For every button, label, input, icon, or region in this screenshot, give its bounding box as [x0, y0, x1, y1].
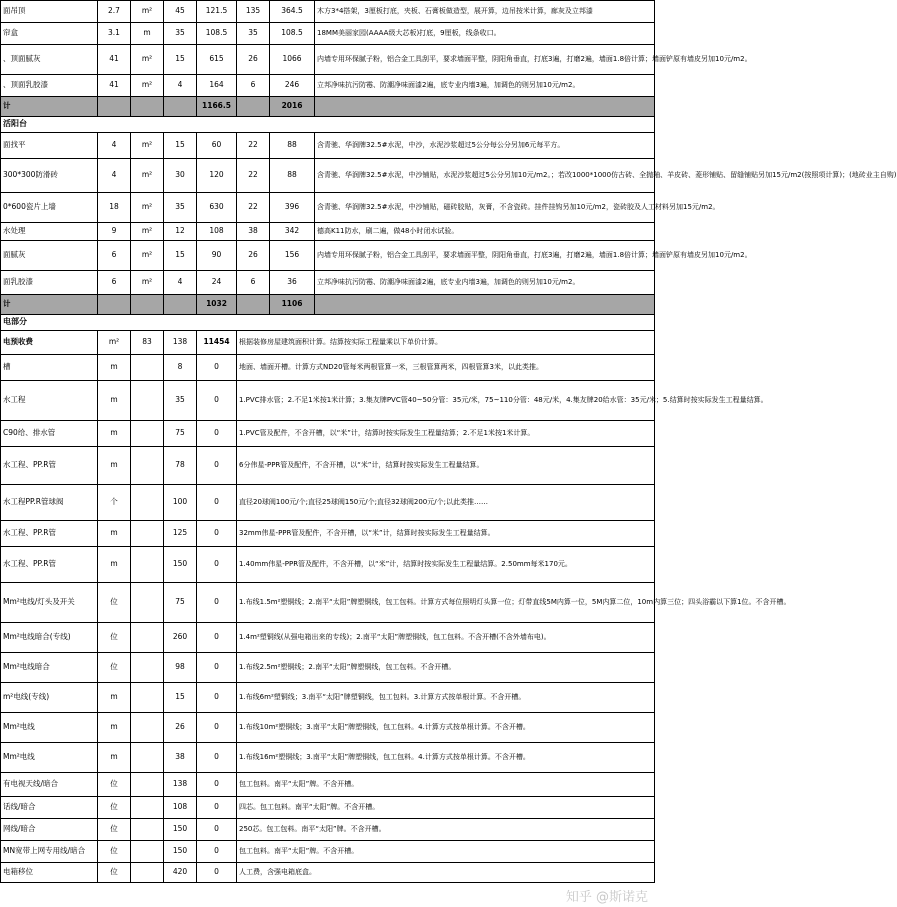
table-cell: 108.5 [197, 23, 237, 45]
table-cell: 1.布线2.5m²塑铜线；2.南平“太阳”牌塑铜线，包工包料。不含开槽。 [237, 653, 655, 683]
table-cell: 面找平 [1, 133, 98, 159]
table-cell: m [98, 447, 131, 485]
table-cell: 138 [164, 331, 197, 355]
table-cell: 网线/暗合 [1, 819, 98, 841]
table-cell: 帘盒 [1, 23, 98, 45]
table-cell: 35 [237, 23, 270, 45]
table-cell [164, 97, 197, 117]
table-row [1, 331, 655, 355]
table-cell: 138 [164, 773, 197, 797]
table-cell: 108 [197, 223, 237, 241]
table-cell: 计 [1, 97, 98, 117]
table-cell: 164 [197, 75, 237, 97]
table-cell: 15 [164, 241, 197, 271]
table-cell: 0 [197, 583, 237, 623]
table-cell: 120 [197, 159, 237, 193]
table-cell: 位 [98, 653, 131, 683]
table-cell: 250芯。包工包料。南平“太阳”牌。不含开槽。 [237, 819, 655, 841]
table-cell: m² [131, 271, 164, 295]
table-cell: 342 [270, 223, 315, 241]
table-cell: 32mm伟星-PPR管及配件，不含开槽，以“米”计，结算时按实际发生工程量结算。 [237, 521, 655, 547]
table-cell: m [98, 683, 131, 713]
table-cell: 0 [197, 713, 237, 743]
table-row [1, 421, 655, 447]
table-cell: 630 [197, 193, 237, 223]
table-cell [164, 295, 197, 315]
table-cell: 面腻灰 [1, 241, 98, 271]
table-cell [315, 295, 655, 315]
table-cell [131, 295, 164, 315]
table-row [1, 521, 655, 547]
table-cell: 1032 [197, 295, 237, 315]
table-cell: 2.7 [98, 1, 131, 23]
table-cell: 12 [164, 223, 197, 241]
table-cell: 0 [197, 841, 237, 863]
table-cell: 0 [197, 863, 237, 883]
table-cell: 面吊顶 [1, 1, 98, 23]
table-cell: 0 [197, 623, 237, 653]
subtotal-row [1, 97, 655, 117]
table-cell: 11454 [197, 331, 237, 355]
table-row [1, 797, 655, 819]
table-row [1, 133, 655, 159]
table-cell: m²电线(专线) [1, 683, 98, 713]
table-cell [131, 421, 164, 447]
table-cell: 246 [270, 75, 315, 97]
table-cell: 22 [237, 159, 270, 193]
table-cell: 1.4m²塑铜线(从强电箱出来的专线)；2.南平“太阳”牌塑铜线，包工包料。不含开槽(不含外墙布电)。 [237, 623, 655, 653]
table-cell: 0 [197, 355, 237, 381]
table-cell: 8 [164, 355, 197, 381]
table-cell [131, 743, 164, 773]
table-cell: 90 [197, 241, 237, 271]
table-cell: 1106 [270, 295, 315, 315]
table-cell: 78 [164, 447, 197, 485]
table-cell [315, 97, 655, 117]
table-cell: MN宽带上网专用线/暗合 [1, 841, 98, 863]
table-cell: 面乳胶漆 [1, 271, 98, 295]
table-cell: 包工包料。南平“太阳”牌。不含开槽。 [237, 773, 655, 797]
table-cell: 26 [237, 45, 270, 75]
table-cell: Mm²电线暗合 [1, 653, 98, 683]
subtotal-row [1, 295, 655, 315]
table-cell: 水工程PP.R管球阀 [1, 485, 98, 521]
table-row [1, 75, 655, 97]
table-cell [131, 485, 164, 521]
table-cell: 38 [237, 223, 270, 241]
table-cell [131, 653, 164, 683]
table-cell: 88 [270, 159, 315, 193]
table-cell: 含青驰、华润牌32.5#水泥，中沙，水泥沙浆超过5公分每公分另加6元每平方。 [315, 133, 655, 159]
table-cell: 槽 [1, 355, 98, 381]
table-cell: 0 [197, 447, 237, 485]
table-cell: 260 [164, 623, 197, 653]
table-cell [131, 797, 164, 819]
table-cell: 地面、墙面开槽。计算方式ND20管每米两根管算一米，三根管算两米，四根管算3米，以此类推。 [237, 355, 655, 381]
table-cell: 30 [164, 159, 197, 193]
table-cell: 41 [98, 45, 131, 75]
table-cell: 83 [131, 331, 164, 355]
table-row [1, 653, 655, 683]
table-cell: 18 [98, 193, 131, 223]
table-cell: 话线/暗合 [1, 797, 98, 819]
table-cell: 计 [1, 295, 98, 315]
table-cell: 60 [197, 133, 237, 159]
table-cell: C90给、排水管 [1, 421, 98, 447]
table-cell: m² [131, 159, 164, 193]
table-cell [237, 295, 270, 315]
table-cell: 位 [98, 583, 131, 623]
table-cell: 1.布线10m²塑铜线；3.南平“太阳”牌塑铜线，包工包料。4.计算方式按单根计算。不含开槽。 [237, 713, 655, 743]
table-cell: 38 [164, 743, 197, 773]
table-cell: 9 [98, 223, 131, 241]
table-cell: m [98, 713, 131, 743]
table-cell: 位 [98, 623, 131, 653]
table-cell: 6 [98, 271, 131, 295]
table-cell: 0 [197, 683, 237, 713]
table-cell: 22 [237, 133, 270, 159]
table-cell: 0 [197, 653, 237, 683]
table-cell [131, 381, 164, 421]
table-cell: 100 [164, 485, 197, 521]
table-cell: 0 [197, 773, 237, 797]
table-cell: 75 [164, 421, 197, 447]
table-cell: Mm²电线暗合(专线) [1, 623, 98, 653]
table-cell: Mm²电线 [1, 743, 98, 773]
table-cell: 22 [237, 193, 270, 223]
table-cell [131, 841, 164, 863]
table-cell: 6 [98, 241, 131, 271]
table-cell: 0 [197, 743, 237, 773]
table-row [1, 159, 655, 193]
table-row [1, 547, 655, 583]
table-cell: 3.1 [98, 23, 131, 45]
table-cell: 内墙专用环保腻子粉，铝合金工具刮平，要求墙面平整，阴阳角垂直，打底3遍，打磨2遍，墙面1.8倍计算；墙面铲原有墙皮另加10元/m2。 [315, 241, 655, 271]
table-cell: 立邦净味抗污防霉、防潮净味面漆2遍，底专业内墙3遍，加调色的则另加10元/m2。 [315, 271, 655, 295]
table-cell: 0 [197, 819, 237, 841]
table-cell: 1066 [270, 45, 315, 75]
table-cell: 1.布线6m²塑铜线；3.南平“太阳”牌塑铜线，包工包料。3.计算方式按单根计算。不含开槽。 [237, 683, 655, 713]
table-cell: m [98, 521, 131, 547]
table-cell: 88 [270, 133, 315, 159]
table-cell: m² [98, 331, 131, 355]
table-cell: 位 [98, 841, 131, 863]
table-cell: 36 [270, 271, 315, 295]
table-cell: 内墙专用环保腻子粉，铝合金工具刮平，要求墙面平整，阴阳角垂直，打底3遍，打磨2遍，墙面1.8倍计算；墙面铲原有墙皮另加10元/m2。 [315, 45, 655, 75]
table-row [1, 773, 655, 797]
table-cell [131, 773, 164, 797]
table-cell: 150 [164, 819, 197, 841]
table-cell: 15 [164, 133, 197, 159]
table-row [1, 485, 655, 521]
table-cell: 0 [197, 421, 237, 447]
table-cell [131, 683, 164, 713]
table-cell: 6分伟星-PPR管及配件，不含开槽，以“米”计，结算时按实际发生工程量结算。 [237, 447, 655, 485]
table-cell [131, 355, 164, 381]
table-cell: 含青驰、华润牌32.5#水泥，中沙铺贴，磁砖胶贴，灰膏，不含瓷砖。挂件挂钩另加10元/m2，瓷砖胶及人工材料另加15元/m2。 [315, 193, 655, 223]
table-cell: m² [131, 223, 164, 241]
watermark: 知乎 @斯诺克 [565, 890, 648, 905]
table-cell: m [98, 355, 131, 381]
table-cell: 0 [197, 547, 237, 583]
table-cell: 300*300防滑砖 [1, 159, 98, 193]
table-cell: 直径20球阀100元/个;直径25球阀150元/个;直径32球阀200元/个;以此类推…… [237, 485, 655, 521]
table-cell: m² [131, 133, 164, 159]
table-cell: 1.布线1.5m²塑铜线；2.南平“太阳”牌塑铜线，包工包料。计算方式每位照明灯头算一位；灯带直线5M内算一位，5M内算二位，10m内算三位；四头浴霸以下算1位。不含开槽。 [237, 583, 655, 623]
table-cell: 24 [197, 271, 237, 295]
table-cell [131, 623, 164, 653]
table-cell: 6 [237, 75, 270, 97]
table-cell: 108 [164, 797, 197, 819]
table-cell: 15 [164, 45, 197, 75]
table-cell: 6 [237, 271, 270, 295]
table-cell: 2016 [270, 97, 315, 117]
table-cell: m² [131, 241, 164, 271]
table-cell: 615 [197, 45, 237, 75]
table-cell: 4 [164, 75, 197, 97]
table-cell: 26 [237, 241, 270, 271]
table-cell [131, 547, 164, 583]
table-cell: 木方3*4搭架，3厘板打底，夹板、石膏板做造型，展开算，边吊按米计算，廊灰及立邦漆 [315, 1, 655, 23]
table-row [1, 1, 655, 23]
table-cell: 1166.5 [197, 97, 237, 117]
table-cell: 个 [98, 485, 131, 521]
table-row [1, 271, 655, 295]
table-cell: 1.布线16m²塑铜线；3.南平“太阳”牌塑铜线，包工包料。4.计算方式按单根计算。不含开槽。 [237, 743, 655, 773]
table-row [1, 683, 655, 713]
table-row [1, 583, 655, 623]
table-cell: 364.5 [270, 1, 315, 23]
table-row [1, 355, 655, 381]
table-cell: m [98, 421, 131, 447]
table-cell: 98 [164, 653, 197, 683]
table-row [1, 743, 655, 773]
table-cell: 150 [164, 547, 197, 583]
table-cell: 15 [164, 683, 197, 713]
table-cell: 150 [164, 841, 197, 863]
table-cell: 、顶面腻灰 [1, 45, 98, 75]
table-cell [98, 295, 131, 315]
table-cell: 有电视天线/暗合 [1, 773, 98, 797]
table-cell: 水工程、PP.R管 [1, 447, 98, 485]
table-cell: 位 [98, 773, 131, 797]
table-cell [131, 819, 164, 841]
table-cell: 根据装修房屋建筑面积计算。结算按实际工程量乘以下单价计算。 [237, 331, 655, 355]
table-cell: 位 [98, 863, 131, 883]
table-cell [237, 97, 270, 117]
table-row [1, 819, 655, 841]
table-cell: m² [131, 75, 164, 97]
section-header-row [1, 117, 655, 133]
table-cell [131, 583, 164, 623]
table-cell: 位 [98, 797, 131, 819]
table-cell: 156 [270, 241, 315, 271]
table-cell: 125 [164, 521, 197, 547]
table-cell: 35 [164, 23, 197, 45]
table-row [1, 45, 655, 75]
table-row [1, 841, 655, 863]
table-cell: 、顶面乳胶漆 [1, 75, 98, 97]
table-cell: 0 [197, 485, 237, 521]
table-cell: m [131, 23, 164, 45]
table-cell: 35 [164, 193, 197, 223]
table-cell: 四芯。包工包料。南平“太阳”牌。不含开槽。 [237, 797, 655, 819]
table-cell: 121.5 [197, 1, 237, 23]
table-cell: m² [131, 193, 164, 223]
table-cell: 396 [270, 193, 315, 223]
table-cell: 35 [164, 381, 197, 421]
table-cell: 26 [164, 713, 197, 743]
table-cell: 包工包料。南平“太阳”牌。不含开槽。 [237, 841, 655, 863]
table-row [1, 23, 655, 45]
table-cell [131, 863, 164, 883]
table-row [1, 193, 655, 223]
table-cell: 1.PVC管及配件，不含开槽，以“米”计，结算时按实际发生工程量结算；2.不足1米按1米计算。 [237, 421, 655, 447]
table-row [1, 863, 655, 883]
table-cell: 4 [98, 159, 131, 193]
table-cell: 电预收费 [1, 331, 98, 355]
table-row [1, 447, 655, 485]
table-row [1, 381, 655, 421]
table-cell: 420 [164, 863, 197, 883]
table-cell: 1.PVC排水管；2.不足1米按1米计算；3.集友牌PVC管40~50分管：35元/米，75~110分管：48元/米，4.集友牌20给水管：35元/米；5.结算时按实际发生工程量结算。 [237, 381, 655, 421]
table-cell: 水工程、PP.R管 [1, 547, 98, 583]
table-cell [131, 713, 164, 743]
table-cell: 1.40mm伟星-PPR管及配件，不含开槽，以“米”计，结算时按实际发生工程量结算。2.50mm每米170元。 [237, 547, 655, 583]
table-row [1, 713, 655, 743]
table-cell: m [98, 547, 131, 583]
table-cell: 人工费，含强电箱底盒。 [237, 863, 655, 883]
table-cell: 电部分 [1, 315, 655, 331]
table-cell: m [98, 381, 131, 421]
table-cell: 活阳台 [1, 117, 655, 133]
table-cell: Mm²电线 [1, 713, 98, 743]
table-cell [98, 97, 131, 117]
table-row [1, 223, 655, 241]
table-cell: 水处理 [1, 223, 98, 241]
table-cell: 4 [164, 271, 197, 295]
table-cell: 0 [197, 521, 237, 547]
table-cell: 75 [164, 583, 197, 623]
table-cell: 水工程 [1, 381, 98, 421]
table-cell: 0 [197, 797, 237, 819]
table-cell: m² [131, 1, 164, 23]
table-cell: 位 [98, 819, 131, 841]
table-cell [131, 97, 164, 117]
table-row [1, 623, 655, 653]
table-cell: 德高K11防水，刷二遍，做48小时闭水试验。 [315, 223, 655, 241]
table-cell: m [98, 743, 131, 773]
table-cell: 4 [98, 133, 131, 159]
table-cell: Mm²电线/灯头及开关 [1, 583, 98, 623]
table-cell [131, 521, 164, 547]
table-cell: 水工程、PP.R管 [1, 521, 98, 547]
table-cell [131, 447, 164, 485]
table-cell: 41 [98, 75, 131, 97]
table-row [1, 241, 655, 271]
table-cell: 含青驰、华润牌32.5#水泥，中沙铺贴，水泥沙浆超过5公分另加10元/m2。；若改1000*1000仿古砖、全抛釉、羊皮砖、菱形铺贴、留缝铺贴另加15元/m2(按照项计算)；(地砖业主自购) [315, 159, 655, 193]
table-cell: 45 [164, 1, 197, 23]
table-cell: 立邦净味抗污防霉、防潮净味面漆2遍，底专业内墙3遍，加调色的则另加10元/m2。 [315, 75, 655, 97]
table-cell: 108.5 [270, 23, 315, 45]
table-cell: 0*600瓷片上墙 [1, 193, 98, 223]
table-cell: 0 [197, 381, 237, 421]
table-cell: 18MM美丽家园(AAAA级大芯板)打底，9厘板，线条收口。 [315, 23, 655, 45]
table-cell: m² [131, 45, 164, 75]
section-header-row [1, 315, 655, 331]
table-cell: 电箱移位 [1, 863, 98, 883]
table-cell: 135 [237, 1, 270, 23]
